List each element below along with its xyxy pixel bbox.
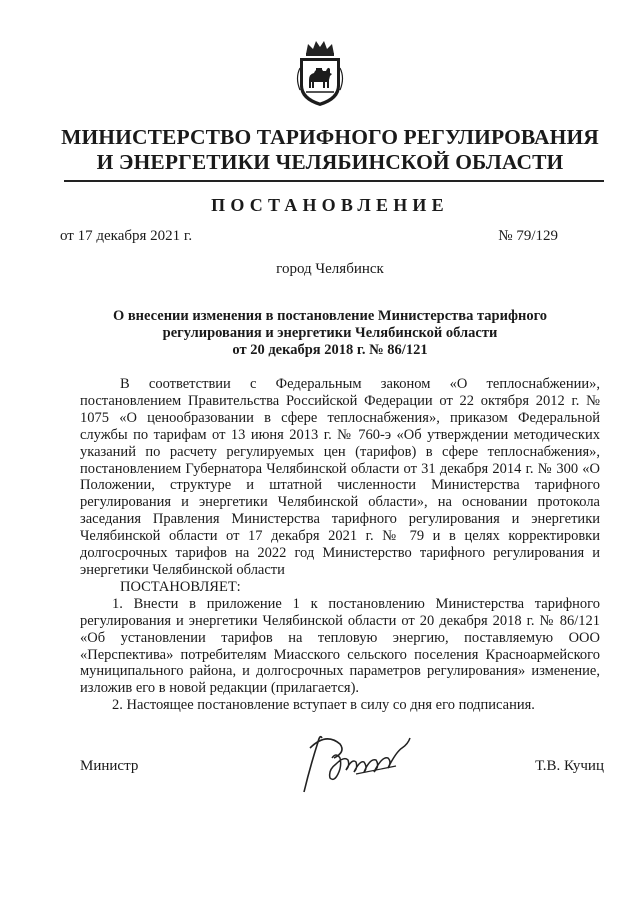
document-type: ПОСТАНОВЛЕНИЕ xyxy=(211,195,449,215)
document-title xyxy=(80,308,580,359)
signature-icon xyxy=(296,722,426,797)
resolves-heading: ПОСТАНОВЛЯЕТ: xyxy=(120,578,241,595)
document-number: № 79/129 xyxy=(498,228,558,244)
signer-name: Т.В. Кучиц xyxy=(535,758,604,774)
item-1-paragraph: 1. Внести в приложение 1 к постановлению Министерства тарифного регулирования и энергетики Челябинской области от 20 декабря 2018 г. № 86/121 «Об установлении тарифов на тепловую энергию, поставляемую ООО «Перспектива» потребителям Миасского сельского поселения Красноармейского муниципального района, и долгосрочных параметров регулирования» изменение, изложив его в новой редакции (прилагается). xyxy=(80,595,600,697)
ministry-name xyxy=(60,125,600,175)
signer-position: Министр xyxy=(80,758,139,774)
ministry-line-2: И ЭНЕРГЕТИКИ ЧЕЛЯБИНСКОЙ ОБЛАСТИ xyxy=(96,150,564,174)
document-city: город Челябинск xyxy=(276,261,384,277)
header-divider xyxy=(64,180,604,182)
ministry-line-1: МИНИСТЕРСТВО ТАРИФНОГО РЕГУЛИРОВАНИЯ xyxy=(61,125,599,149)
title-line-2: регулирования и энергетики Челябинской области xyxy=(162,325,498,341)
item-2-paragraph: 2. Настоящее постановление вступает в силу со дня его подписания. xyxy=(112,697,535,714)
document-body xyxy=(80,376,600,714)
coat-of-arms-icon xyxy=(292,38,348,108)
preamble-paragraph: В соответствии с Федеральным законом «О теплоснабжении», постановлением Правительства Российской Федерации от 22 октября 2012 г. № 1075 «О ценообразовании в сфере теплоснабжения», приказом Федеральной службы по тарифам от 13 июня 2013 г. № 760-э «Об утверждении методических указаний по расчету регулируемых цен (тарифов) в сфере теплоснабжения», постановлением Губернатора Челябинской области от 31 декабря 2014 г. № 300 «О Положении, структуре и штатной численности Министерства тарифного регулирования и энергетики Челябинской области», на основании протокола заседания Правления Министерства тарифного регулирования и энергетики Челябинской области от 17 декабря 2021 г. № 79 и в целях корректировки долгосрочных тарифов на 2022 год Министерство тарифного регулирования и энергетики Челябинской области xyxy=(80,376,600,578)
title-line-3: от 20 декабря 2018 г. № 86/121 xyxy=(232,342,428,358)
title-line-1: О внесении изменения в постановление Министерства тарифного xyxy=(112,308,548,324)
document-date: от 17 декабря 2021 г. xyxy=(60,228,193,244)
